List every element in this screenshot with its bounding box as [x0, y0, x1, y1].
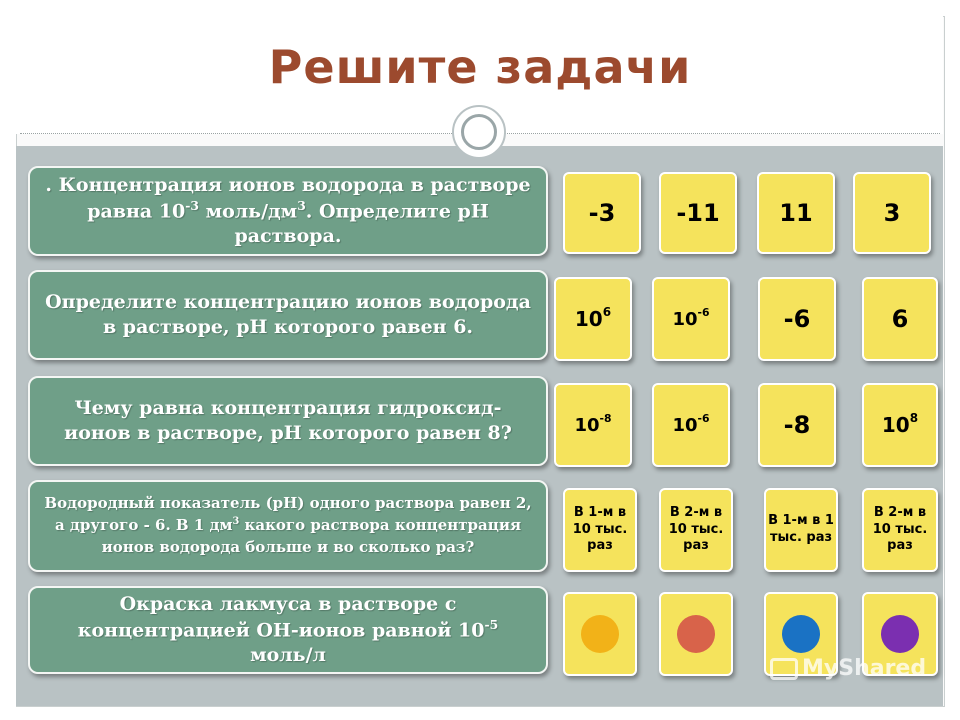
answer-value: $10^6$	[574, 305, 612, 331]
question-3[interactable]	[28, 376, 548, 466]
answer-value: 3	[883, 199, 901, 227]
question-1[interactable]	[28, 166, 548, 256]
answer-value: 6	[891, 305, 909, 333]
watermark-text: MyShared	[802, 656, 927, 681]
answer-tile[interactable]	[563, 592, 637, 676]
answer-tile[interactable]	[764, 488, 838, 572]
ring-ornament-icon	[452, 105, 506, 159]
answer-tile[interactable]	[659, 488, 733, 572]
answer-tile[interactable]	[853, 172, 931, 254]
answer-value: $10^{-6}$	[672, 412, 710, 436]
question-3-text: Чему равна концентрация гидроксид-ионов в растворе, рН которого равен 8?	[64, 397, 512, 444]
answer-tile[interactable]	[758, 383, 836, 467]
question-4-text: Водородный показатель (рН) одного раствора равен 2, а другого - 6. В 1 $дм^3$ какого раствора концентрация ионов водорода больше и во сколько раз?	[44, 494, 532, 556]
answer-tile[interactable]	[659, 592, 733, 676]
answer-tile[interactable]	[554, 383, 632, 467]
answer-tile[interactable]	[652, 277, 730, 361]
answer-tile[interactable]	[862, 488, 938, 572]
question-1-text: . Концентрация ионов водорода в растворе равна $10^{-3}$ моль/$дм^3$. Определите рН раствора.	[45, 174, 531, 247]
color-dot-icon	[677, 615, 715, 653]
answer-value: В 1-м в 1 тыс. раз	[768, 513, 834, 545]
answer-tile[interactable]	[757, 172, 835, 254]
answer-tile[interactable]	[862, 277, 938, 361]
answer-value: -6	[783, 305, 811, 333]
answer-tile[interactable]	[862, 383, 938, 467]
answer-value: $10^{-8}$	[574, 412, 612, 436]
answer-value: -3	[588, 199, 616, 227]
answer-value: $10^8$	[881, 411, 919, 437]
color-dot-icon	[581, 615, 619, 653]
question-5-text: Окраска лакмуса в растворе с концентрацией ОН-ионов равной $10^{-5}$ моль/л	[77, 593, 499, 666]
cart-icon	[770, 658, 798, 680]
color-dot-icon	[782, 615, 820, 653]
answer-tile[interactable]	[554, 277, 632, 361]
answer-tile[interactable]	[659, 172, 737, 254]
answer-value: -8	[783, 411, 811, 439]
answer-tile[interactable]	[758, 277, 836, 361]
question-2-text: Определите концентрацию ионов водорода в растворе, рН которого равен 6.	[45, 291, 531, 338]
question-5[interactable]	[28, 586, 548, 674]
answer-tile[interactable]	[652, 383, 730, 467]
answer-value: В 2-м в 10 тыс. раз	[668, 504, 724, 554]
answer-value: В 2-м в 10 тыс. раз	[872, 504, 928, 554]
answer-value: -11	[676, 199, 720, 227]
question-2[interactable]	[28, 270, 548, 360]
answer-tile[interactable]	[563, 172, 641, 254]
answer-tile[interactable]	[563, 488, 637, 572]
question-4[interactable]	[28, 480, 548, 572]
color-dot-icon	[881, 615, 919, 653]
slide-title: Решите задачи	[268, 40, 692, 94]
ring-ornament-inner	[461, 114, 497, 150]
answer-value: 11	[779, 199, 813, 227]
answer-value: В 1-м в 10 тыс. раз	[572, 504, 628, 554]
watermark	[770, 656, 926, 681]
answer-value: $10^{-6}$	[672, 306, 710, 330]
